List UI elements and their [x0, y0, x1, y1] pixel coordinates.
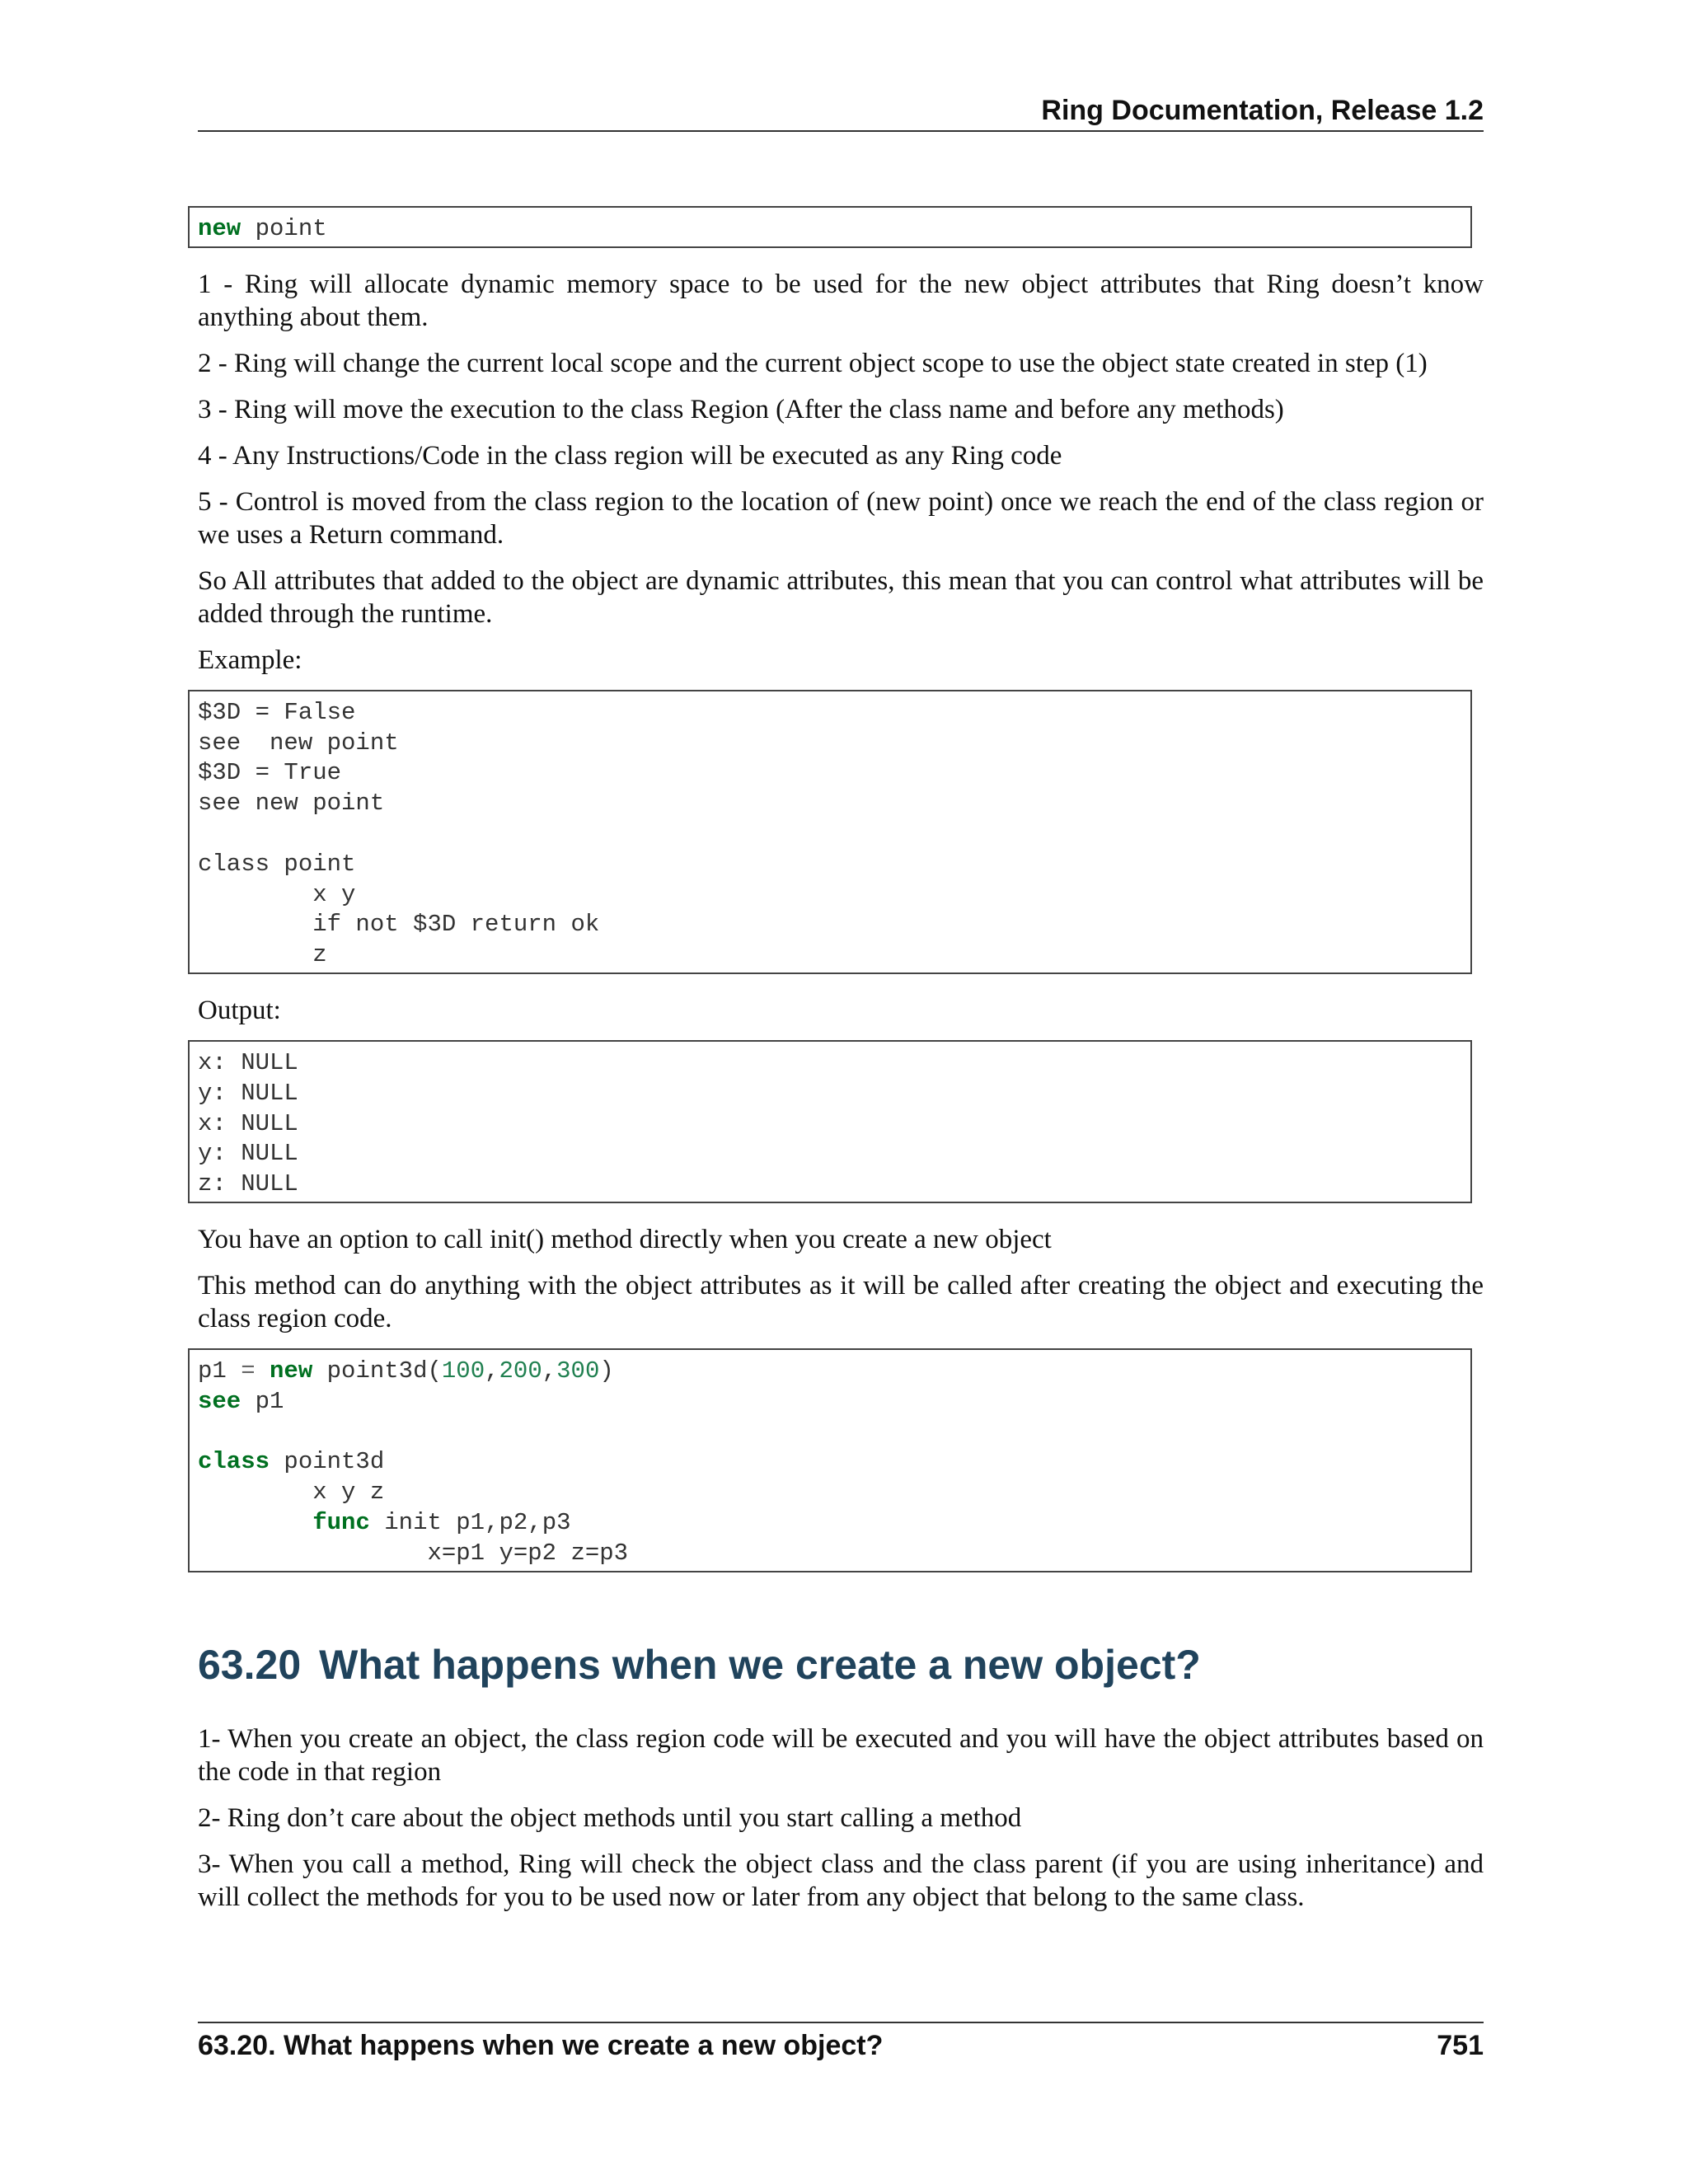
paragraph-step-5: 5 - Control is moved from the class region to the location of (new point) once we reach the end of the class region or we uses a Return command. [198, 486, 1484, 550]
code-text: point3d [270, 1448, 385, 1476]
code-text: point3d( [312, 1357, 442, 1385]
code-line: z: NULL [198, 1170, 298, 1198]
code-block-init [188, 1348, 1472, 1572]
page-footer [198, 2022, 1484, 2069]
paragraph-section-3: 3- When you call a method, Ring will check the object class and the class parent (if you are using inheritance) and will collect the methods for you to be used now or later from any object that belong to the same class. [198, 1849, 1484, 1912]
paragraph-init-explanation: This method can do anything with the object attributes as it will be called after creating the object and executing the class region code. [198, 1270, 1484, 1333]
code-number: 200 [499, 1357, 542, 1385]
page-header [198, 91, 1484, 132]
code-line [198, 1508, 1462, 1539]
code-line [198, 214, 1462, 245]
code-block-new-point [188, 206, 1472, 248]
paragraph-section-1: 1- When you create an object, the class region code will be executed and you will have the object attributes based on the code in that region [198, 1723, 1484, 1787]
code-block-example [188, 690, 1472, 974]
code-line: if not $3D return ok [198, 911, 600, 939]
code-text: ) [599, 1357, 614, 1385]
output-label: Output: [198, 995, 281, 1025]
code-number: 100 [441, 1357, 485, 1385]
code-line: y: NULL [198, 1079, 298, 1107]
example-label: Example: [198, 644, 302, 675]
code-line [198, 1357, 1462, 1387]
code-line: z [198, 941, 327, 969]
paragraph-section-2: 2- Ring don’t care about the object methods until you start calling a method [198, 1802, 1022, 1833]
code-line: x y [198, 880, 356, 908]
paragraph-dynamic-attributes: So All attributes that added to the object are dynamic attributes, this mean that you can control what attributes will be added through the runtime. [198, 565, 1484, 629]
code-line [198, 1387, 1462, 1418]
code-text [198, 1509, 312, 1536]
code-text: , [485, 1357, 499, 1385]
paragraph-step-4: 4 - Any Instructions/Code in the class region will be executed as any Ring code [198, 440, 1062, 471]
code-line [198, 819, 1462, 850]
section-heading [198, 1640, 1484, 1690]
code-text: p1 [198, 1357, 241, 1385]
code-line: see new point [198, 790, 385, 818]
page-content [198, 206, 1484, 1927]
header-title: Ring Documentation, Release 1.2 [1041, 95, 1484, 126]
code-line: $3D = True [198, 759, 342, 787]
code-number: 300 [556, 1357, 600, 1385]
footer-page-number: 751 [1437, 2030, 1484, 2061]
section-title: What happens when we create a new object? [319, 1641, 1201, 1688]
code-keyword: see [198, 1387, 241, 1415]
code-line: x y z [198, 1479, 385, 1507]
code-text [256, 1357, 270, 1385]
code-text: p1 [241, 1387, 284, 1415]
code-text: , [542, 1357, 557, 1385]
code-line: x=p1 y=p2 z=p3 [198, 1539, 629, 1567]
code-keyword: new [270, 1357, 313, 1385]
code-keyword: new [198, 215, 241, 242]
code-line: x: NULL [198, 1109, 298, 1137]
code-line: y: NULL [198, 1140, 298, 1168]
code-text: point [241, 215, 327, 242]
code-line [198, 1418, 1462, 1448]
code-line [198, 1447, 1462, 1478]
code-line: x: NULL [198, 1048, 298, 1076]
paragraph-init-option: You have an option to call init() method directly when you create a new object [198, 1224, 1052, 1254]
code-keyword: class [198, 1448, 270, 1476]
code-line: class point [198, 850, 356, 878]
code-text: init p1,p2,p3 [369, 1508, 571, 1536]
code-operator: = [241, 1357, 256, 1385]
code-keyword: func [312, 1508, 370, 1536]
code-block-output [188, 1040, 1472, 1203]
paragraph-step-1: 1 - Ring will allocate dynamic memory space to be used for the new object attributes that Ring doesn’t know anything about them. [198, 269, 1484, 332]
footer-section-ref: 63.20. What happens when we create a new object? [198, 2030, 884, 2061]
section-number: 63.20 [198, 1641, 302, 1688]
code-line: $3D = False [198, 698, 356, 726]
paragraph-step-3: 3 - Ring will move the execution to the class Region (After the class name and before any methods) [198, 394, 1284, 424]
code-line: see new point [198, 729, 399, 757]
paragraph-step-2: 2 - Ring will change the current local scope and the current object scope to use the object state created in step (1) [198, 348, 1428, 378]
